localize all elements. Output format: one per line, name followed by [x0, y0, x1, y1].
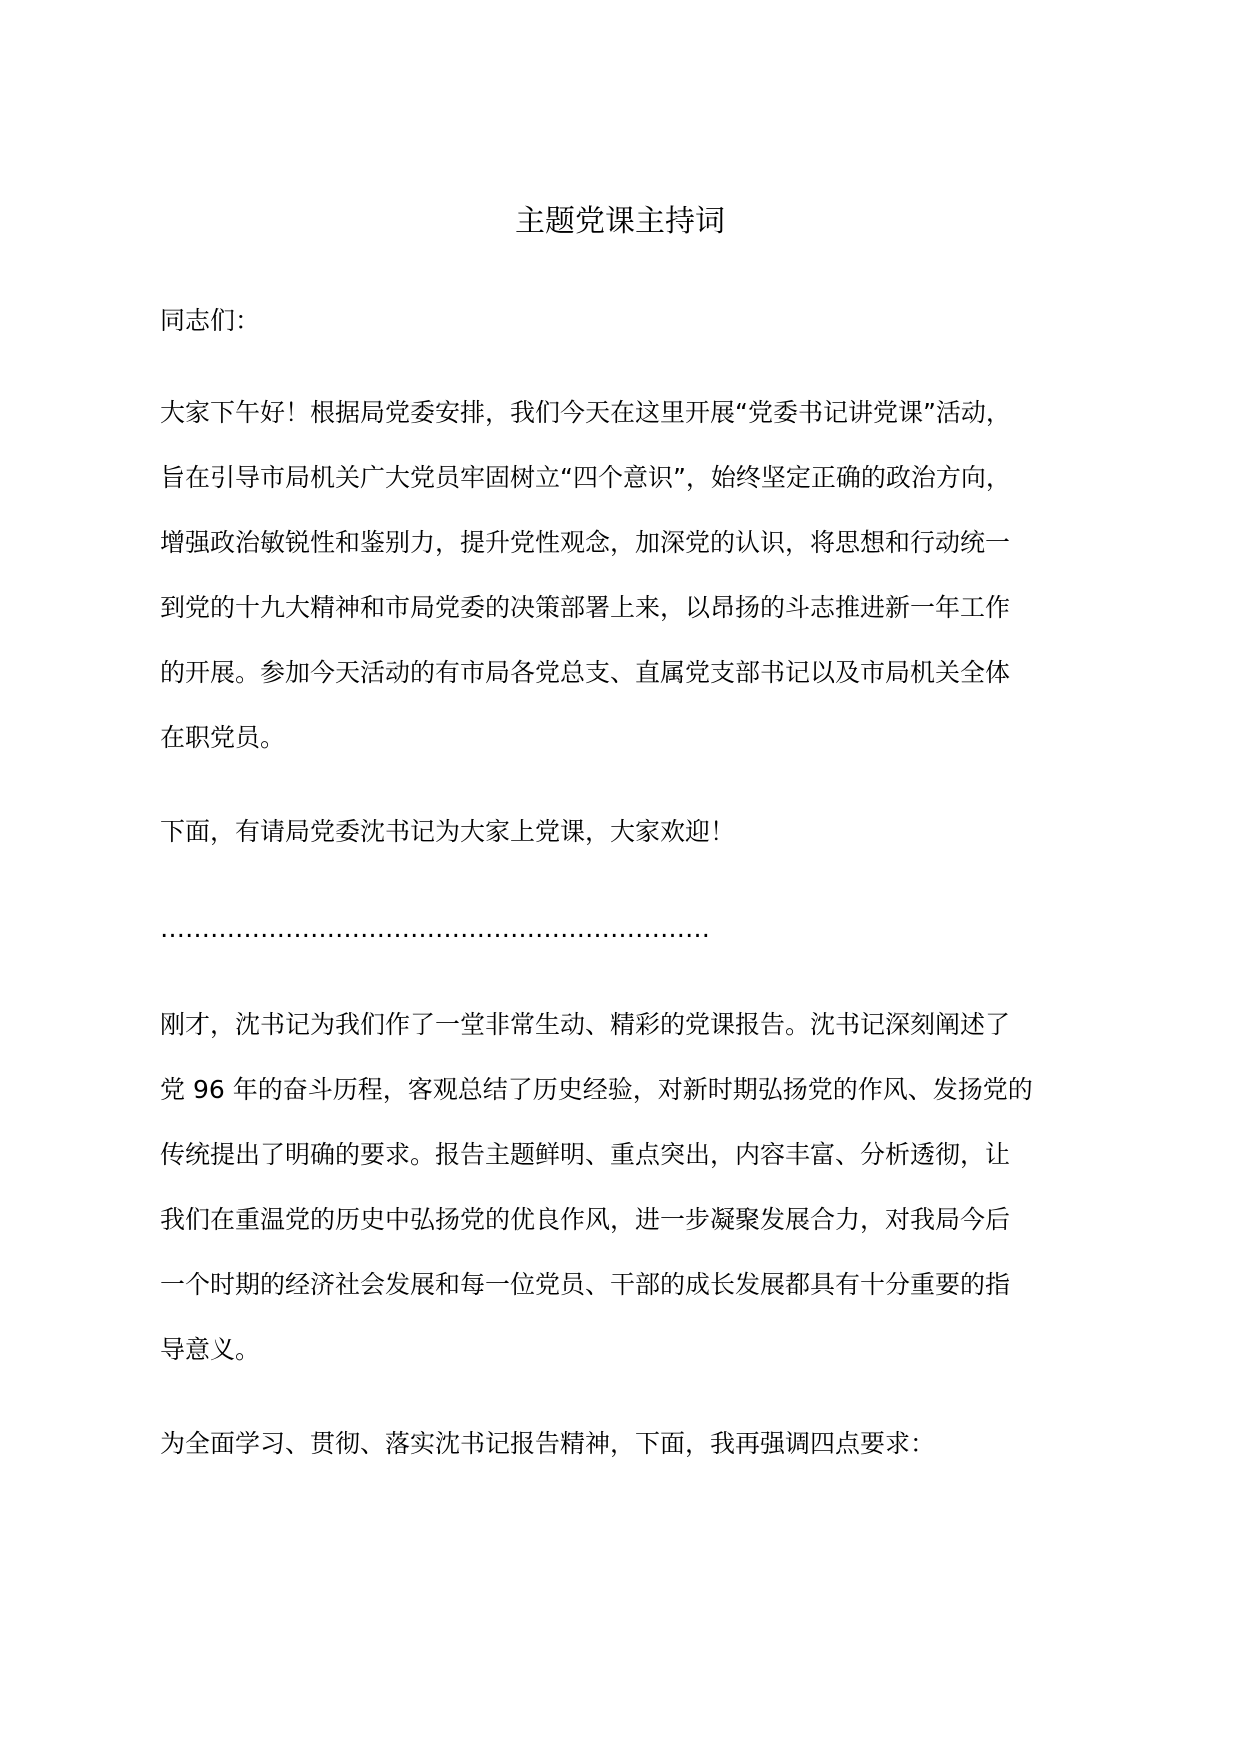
paragraph-line: 党 96 年的奋斗历程，客观总结了历史经验，对新时期弘扬党的作风、发扬党的 — [160, 1075, 1033, 1104]
paragraph-line: 一个时期的经济社会发展和每一位党员、干部的成长发展都具有十分重要的指 — [160, 1270, 1011, 1299]
salutation — [160, 288, 1095, 353]
paragraph-requirements — [160, 1411, 1095, 1476]
paragraph-line: 刚才，沈书记为我们作了一堂非常生动、精彩的党课报告。沈书记深刻阐述了 — [160, 1010, 1011, 1039]
paragraph-line: 为全面学习、贯彻、落实沈书记报告精神，下面，我再强调四点要求： — [160, 1429, 936, 1458]
paragraph-line: 在职党员。 — [160, 723, 286, 752]
paragraph-opening — [160, 380, 1095, 770]
paragraph-line: 传统提出了明确的要求。报告主题鲜明、重点突出，内容丰富、分析透彻，让 — [160, 1140, 1011, 1169]
paragraph-line: 的开展。参加今天活动的有市局各党总支、直属党支部书记以及市局机关全体 — [160, 658, 1011, 687]
paragraph-line: 大家下午好！根据局党委安排，我们今天在这里开展“党委书记讲党课”活动， — [160, 398, 1011, 427]
separator-dots — [160, 896, 1095, 961]
paragraph-line: 导意义。 — [160, 1335, 261, 1364]
paragraph-line: 到党的十九大精神和市局党委的决策部署上来，以昂扬的斗志推进新一年工作 — [160, 593, 1011, 622]
document-title: 主题党课主持词 — [515, 204, 725, 239]
paragraph-invitation — [160, 799, 1095, 864]
paragraph-line: 我们在重温党的历史中弘扬党的优良作风，进一步凝聚发展合力，对我局今后 — [160, 1205, 1011, 1234]
salutation-text: 同志们： — [160, 306, 261, 335]
separator-line: ………………………………………………………… — [160, 914, 710, 943]
paragraph-line: 增强政治敏锐性和鉴别力，提升党性观念，加深党的认识，将思想和行动统一 — [160, 528, 1011, 557]
paragraph-summary — [160, 992, 1095, 1382]
paragraph-line: 旨在引导市局机关广大党员牢固树立“四个意识”，始终坚定正确的政治方向， — [160, 463, 1011, 492]
paragraph-line: 下面，有请局党委沈书记为大家上党课，大家欢迎！ — [160, 817, 736, 846]
